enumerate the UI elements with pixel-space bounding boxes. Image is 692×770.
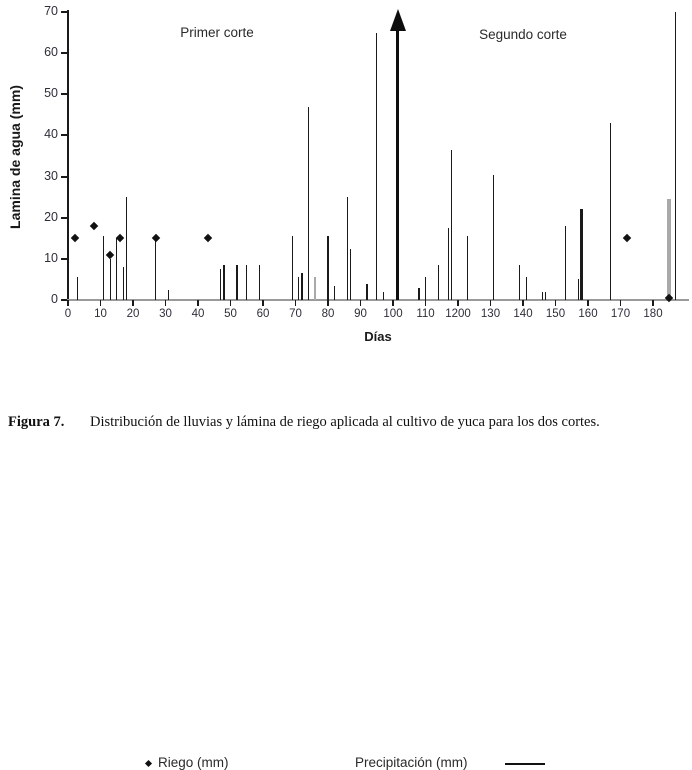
rain-bar <box>438 265 439 300</box>
rain-bar <box>425 277 426 300</box>
arrow-head-icon <box>390 9 406 31</box>
precipitacion-line-icon <box>505 763 545 765</box>
x-tick-label: 0 <box>64 308 72 320</box>
y-tick <box>61 134 67 136</box>
caption-label: Figura 7. <box>8 414 65 430</box>
rain-bar <box>580 209 583 300</box>
riego-diamond-icon <box>145 760 152 767</box>
y-tick <box>61 258 67 260</box>
rain-bar <box>467 236 468 300</box>
y-tick-label: 70 <box>44 4 58 18</box>
riego-marker <box>152 234 160 242</box>
rain-bar <box>448 228 449 300</box>
riego-marker <box>106 250 114 258</box>
annotation-primer-corte: Primer corte <box>180 25 254 40</box>
y-tick-label: 30 <box>44 168 58 183</box>
x-tick <box>295 300 297 306</box>
y-tick-label: 50 <box>44 86 58 101</box>
x-tick <box>587 300 589 306</box>
x-tick-label: 130 <box>480 308 501 320</box>
riego-marker <box>204 234 212 242</box>
y-tick <box>61 52 67 54</box>
x-tick-label: 110 <box>416 308 435 320</box>
riego-marker <box>70 234 78 242</box>
riego-marker <box>623 234 631 242</box>
rain-bar <box>246 265 247 300</box>
y-tick <box>61 93 67 95</box>
rain-bar <box>542 292 543 300</box>
y-tick-label: 0 <box>51 292 58 306</box>
rain-bar <box>578 279 579 300</box>
rain-bar <box>451 150 452 300</box>
rain-bar <box>418 288 419 300</box>
rain-bar <box>366 284 367 300</box>
y-tick-label: 10 <box>44 250 58 265</box>
x-tick-label: 90 <box>354 308 367 320</box>
y-tick-label: 40 <box>44 127 58 142</box>
x-tick-label: 180 <box>643 308 663 320</box>
rain-bar <box>168 290 169 300</box>
rainfall-irrigation-chart <box>0 0 692 360</box>
riego-marker <box>90 222 98 230</box>
y-tick <box>61 217 67 219</box>
x-axis-title: Días <box>364 329 392 344</box>
y-tick <box>61 11 67 13</box>
caption-text: Distribución de lluvias y lámina de riego aplicada al cultivo de yuca para los dos cortes. <box>90 414 600 430</box>
x-tick <box>100 300 102 306</box>
rain-bar <box>526 277 527 300</box>
x-tick-label: 40 <box>191 308 205 320</box>
y-tick-label: 20 <box>44 209 58 224</box>
rain-bar <box>155 238 156 300</box>
rain-bar <box>519 265 520 300</box>
legend-riego-label: Riego (mm) <box>158 755 229 770</box>
rain-bar <box>220 269 221 300</box>
rain-bar <box>126 197 127 300</box>
x-tick-label: 170 <box>610 308 631 320</box>
x-tick <box>67 300 69 306</box>
x-axis-line <box>66 299 689 301</box>
rain-bar <box>223 265 224 300</box>
x-tick <box>360 300 362 306</box>
rain-bar <box>301 273 302 300</box>
rain-bar <box>610 123 611 300</box>
x-tick-label: 150 <box>545 308 566 320</box>
rain-bar <box>298 277 299 300</box>
legend-precipitacion-label: Precipitación (mm) <box>355 755 468 770</box>
x-tick <box>425 300 427 306</box>
x-tick <box>392 300 394 306</box>
rain-bar <box>116 238 117 300</box>
x-tick <box>132 300 134 306</box>
x-tick <box>652 300 654 306</box>
rain-bar <box>103 236 104 300</box>
figure-caption <box>8 412 688 432</box>
rain-bar <box>350 249 351 300</box>
rain-bar <box>314 277 316 300</box>
rain-bar <box>545 292 546 300</box>
x-tick-label: 30 <box>159 308 172 320</box>
x-tick <box>490 300 492 306</box>
x-tick-label: 60 <box>256 308 270 320</box>
rain-bar <box>327 236 328 300</box>
rain-bar <box>123 267 124 300</box>
rain-bar <box>675 12 676 300</box>
rain-bar <box>308 107 309 300</box>
rain-bar <box>77 277 78 300</box>
rain-bar <box>565 226 566 300</box>
x-tick-label: 100 <box>383 308 403 320</box>
rain-bar <box>259 265 260 300</box>
x-tick-label: 50 <box>224 308 237 320</box>
x-tick <box>262 300 264 306</box>
y-tick <box>61 299 67 301</box>
x-tick <box>457 300 459 306</box>
x-tick <box>522 300 524 306</box>
rain-bar <box>493 175 494 300</box>
x-tick <box>327 300 329 306</box>
x-tick <box>230 300 232 306</box>
arrow-shaft <box>396 28 399 300</box>
rain-bar <box>667 199 671 300</box>
x-tick <box>165 300 167 306</box>
x-tick-label: 70 <box>289 308 302 320</box>
rain-bar <box>376 33 377 300</box>
y-tick <box>61 176 67 178</box>
y-axis-title: Lamina de agua (mm) <box>7 85 23 229</box>
x-tick-label: 10 <box>94 308 107 320</box>
x-tick <box>555 300 557 306</box>
rain-bar <box>292 236 293 300</box>
rain-bar <box>110 259 111 300</box>
y-tick-label: 60 <box>44 45 58 60</box>
y-axis-line <box>67 10 69 302</box>
rain-bar <box>383 292 384 300</box>
x-tick-label: 1200 <box>445 308 471 320</box>
x-tick-label: 20 <box>126 308 140 320</box>
x-tick <box>197 300 199 306</box>
x-tick <box>620 300 622 306</box>
x-tick-label: 160 <box>578 308 598 320</box>
rain-bar <box>347 197 348 300</box>
x-tick-label: 140 <box>513 308 533 320</box>
annotation-segundo-corte: Segundo corte <box>479 27 567 42</box>
rain-bar <box>236 265 237 300</box>
x-tick-label: 80 <box>321 308 335 320</box>
rain-bar <box>334 286 335 300</box>
